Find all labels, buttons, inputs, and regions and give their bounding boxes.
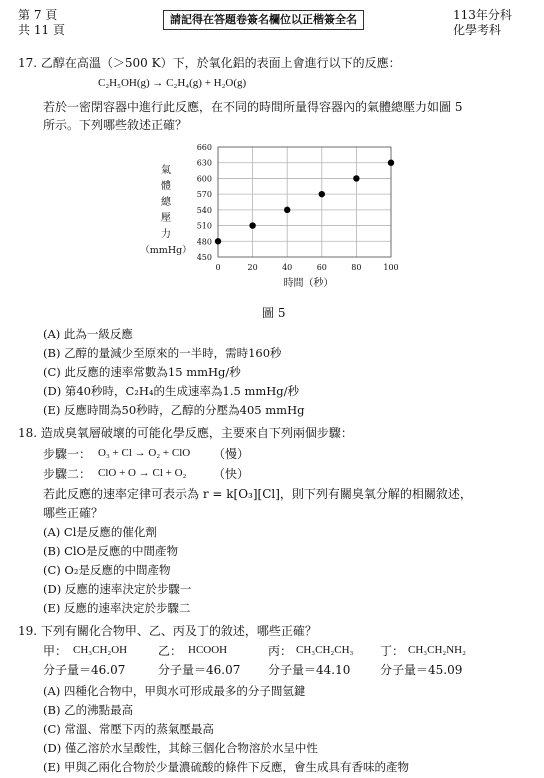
compound-name: 乙：	[158, 644, 183, 658]
data-point	[215, 238, 221, 244]
q18-step2-speed: （快）	[213, 467, 250, 481]
compound-mw: 分子量＝46.07	[158, 663, 241, 677]
compound-formula: HCOOH	[188, 644, 228, 656]
y-axis-label-char: 氣	[161, 165, 171, 176]
q18-option-e: (E) 反應的速率決定於步驟二	[43, 601, 191, 615]
q18-stem: 18. 造成臭氧層破壞的可能化學反應，主要來自下列兩個步驟：	[18, 426, 353, 440]
page-number: 第 7 頁	[18, 8, 58, 22]
compound-name: 甲：	[43, 644, 68, 658]
q18-step1-label: 步驟一：	[43, 447, 92, 461]
y-tick-label: 510	[196, 221, 212, 231]
data-point	[284, 207, 290, 213]
data-point	[249, 222, 255, 228]
page-total: 共 11 頁	[18, 23, 65, 37]
x-axis-label: 時間（秒）	[283, 278, 334, 289]
q19-option-d: (D) 僅乙溶於水呈酸性，其餘三個化合物溶於水呈中性	[43, 741, 318, 755]
y-axis-label-char: 總	[161, 197, 171, 208]
q19-option-c: (C) 常溫、常壓下丙的蒸氣壓最高	[43, 722, 214, 736]
y-tick-label: 450	[196, 253, 212, 262]
q18-step2-equation: ClO + O → Cl + O₂	[98, 467, 187, 479]
y-axis-label-char: 力	[161, 229, 171, 240]
q18-option-a: (A) Cl是反應的催化劑	[43, 525, 157, 539]
q18-rate-line1: 若此反應的速率定律可表示為 r = k[O₃][Cl]，則下列有關臭氧分解的相關敘述，	[43, 487, 472, 501]
y-axis-unit: （mmHg）	[140, 245, 192, 256]
pressure-time-chart	[0, 140, 544, 310]
y-tick-label: 630	[196, 158, 212, 168]
compound-mw: 分子量＝46.07	[43, 663, 126, 677]
q18-option-b: (B) ClO是反應的中間產物	[43, 544, 178, 558]
q17-option-c: (C) 此反應的速率常數為15 mmHg/秒	[43, 365, 241, 379]
y-axis-label-char: 體	[161, 181, 171, 192]
q17-context-line1: 若於一密閉容器中進行此反應，在不同的時間所量得容器內的氣體總壓力如圖 5	[43, 100, 463, 114]
q17-stem: 17. 乙醇在高溫（＞500 K）下，於氧化鋁的表面上會進行以下的反應：	[18, 56, 401, 70]
compound-formula: CH₃CH₂OH	[73, 644, 128, 656]
q18-step1-speed: （慢）	[213, 447, 250, 461]
q19-option-a: (A) 四種化合物中，甲與水可形成最多的分子間氫鍵	[43, 684, 306, 698]
q17-option-a: (A) 此為一級反應	[43, 327, 133, 341]
q17-equation: C₂H₅OH(g) → C₂H₄(g) + H₂O(g)	[98, 77, 247, 89]
signature-notice: 請記得在答題卷簽名欄位以正楷簽全名	[163, 10, 364, 30]
compound-formula: CH₃CH₂NH₂	[408, 644, 466, 656]
y-tick-label: 540	[196, 205, 212, 215]
q19-option-e: (E) 甲與乙兩化合物於少量濃硫酸的條件下反應，會生成具有香味的產物	[43, 760, 410, 774]
data-point	[388, 160, 394, 166]
q19-option-b: (B) 乙的沸點最高	[43, 703, 134, 717]
x-tick-label: 0	[215, 263, 221, 272]
q18-step1-equation: O₃ + Cl → O₂ + ClO	[98, 447, 191, 459]
compound-mw: 分子量＝44.10	[268, 663, 351, 677]
y-tick-label: 570	[196, 190, 212, 200]
q18-step2-label: 步驟二：	[43, 467, 92, 481]
x-tick-label: 20	[247, 263, 258, 272]
q19-stem: 19. 下列有關化合物甲、乙、丙及丁的敘述，哪些正確？	[18, 624, 317, 638]
exam-year-subject: 113年分科	[453, 8, 512, 22]
q17-option-b: (B) 乙醇的量減少至原來的一半時，需時160秒	[43, 346, 282, 360]
plot-frame	[218, 147, 391, 257]
data-point	[319, 191, 325, 197]
x-tick-label: 40	[282, 263, 293, 272]
compound-name: 丁：	[380, 644, 405, 658]
compound-mw: 分子量＝45.09	[380, 663, 463, 677]
q18-option-d: (D) 反應的速率決定於步驟一	[43, 582, 192, 596]
figure-caption: 圖 5	[262, 306, 286, 320]
exam-name: 化學考科	[453, 23, 502, 37]
y-tick-label: 480	[196, 237, 212, 247]
y-axis-label-char: 壓	[161, 213, 171, 224]
x-tick-label: 100	[383, 263, 399, 272]
q18-option-c: (C) O₂是反應的中間產物	[43, 563, 171, 577]
q18-rate-line2: 哪些正確？	[43, 506, 104, 520]
q17-option-d: (D) 第40秒時，C₂H₄的生成速率為1.5 mmHg/秒	[43, 384, 300, 398]
data-point	[353, 175, 359, 181]
compound-formula: CH₃CH₂CH₃	[296, 644, 354, 656]
q17-option-e: (E) 反應時間為50秒時，乙醇的分壓為405 mmHg	[43, 403, 305, 417]
q17-context-line2: 所示。下列哪些敘述正確？	[43, 118, 188, 132]
compound-name: 丙：	[268, 644, 293, 658]
y-tick-label: 600	[196, 174, 212, 184]
y-tick-label: 660	[196, 143, 212, 152]
x-tick-label: 80	[351, 263, 362, 272]
x-tick-label: 60	[316, 263, 327, 272]
